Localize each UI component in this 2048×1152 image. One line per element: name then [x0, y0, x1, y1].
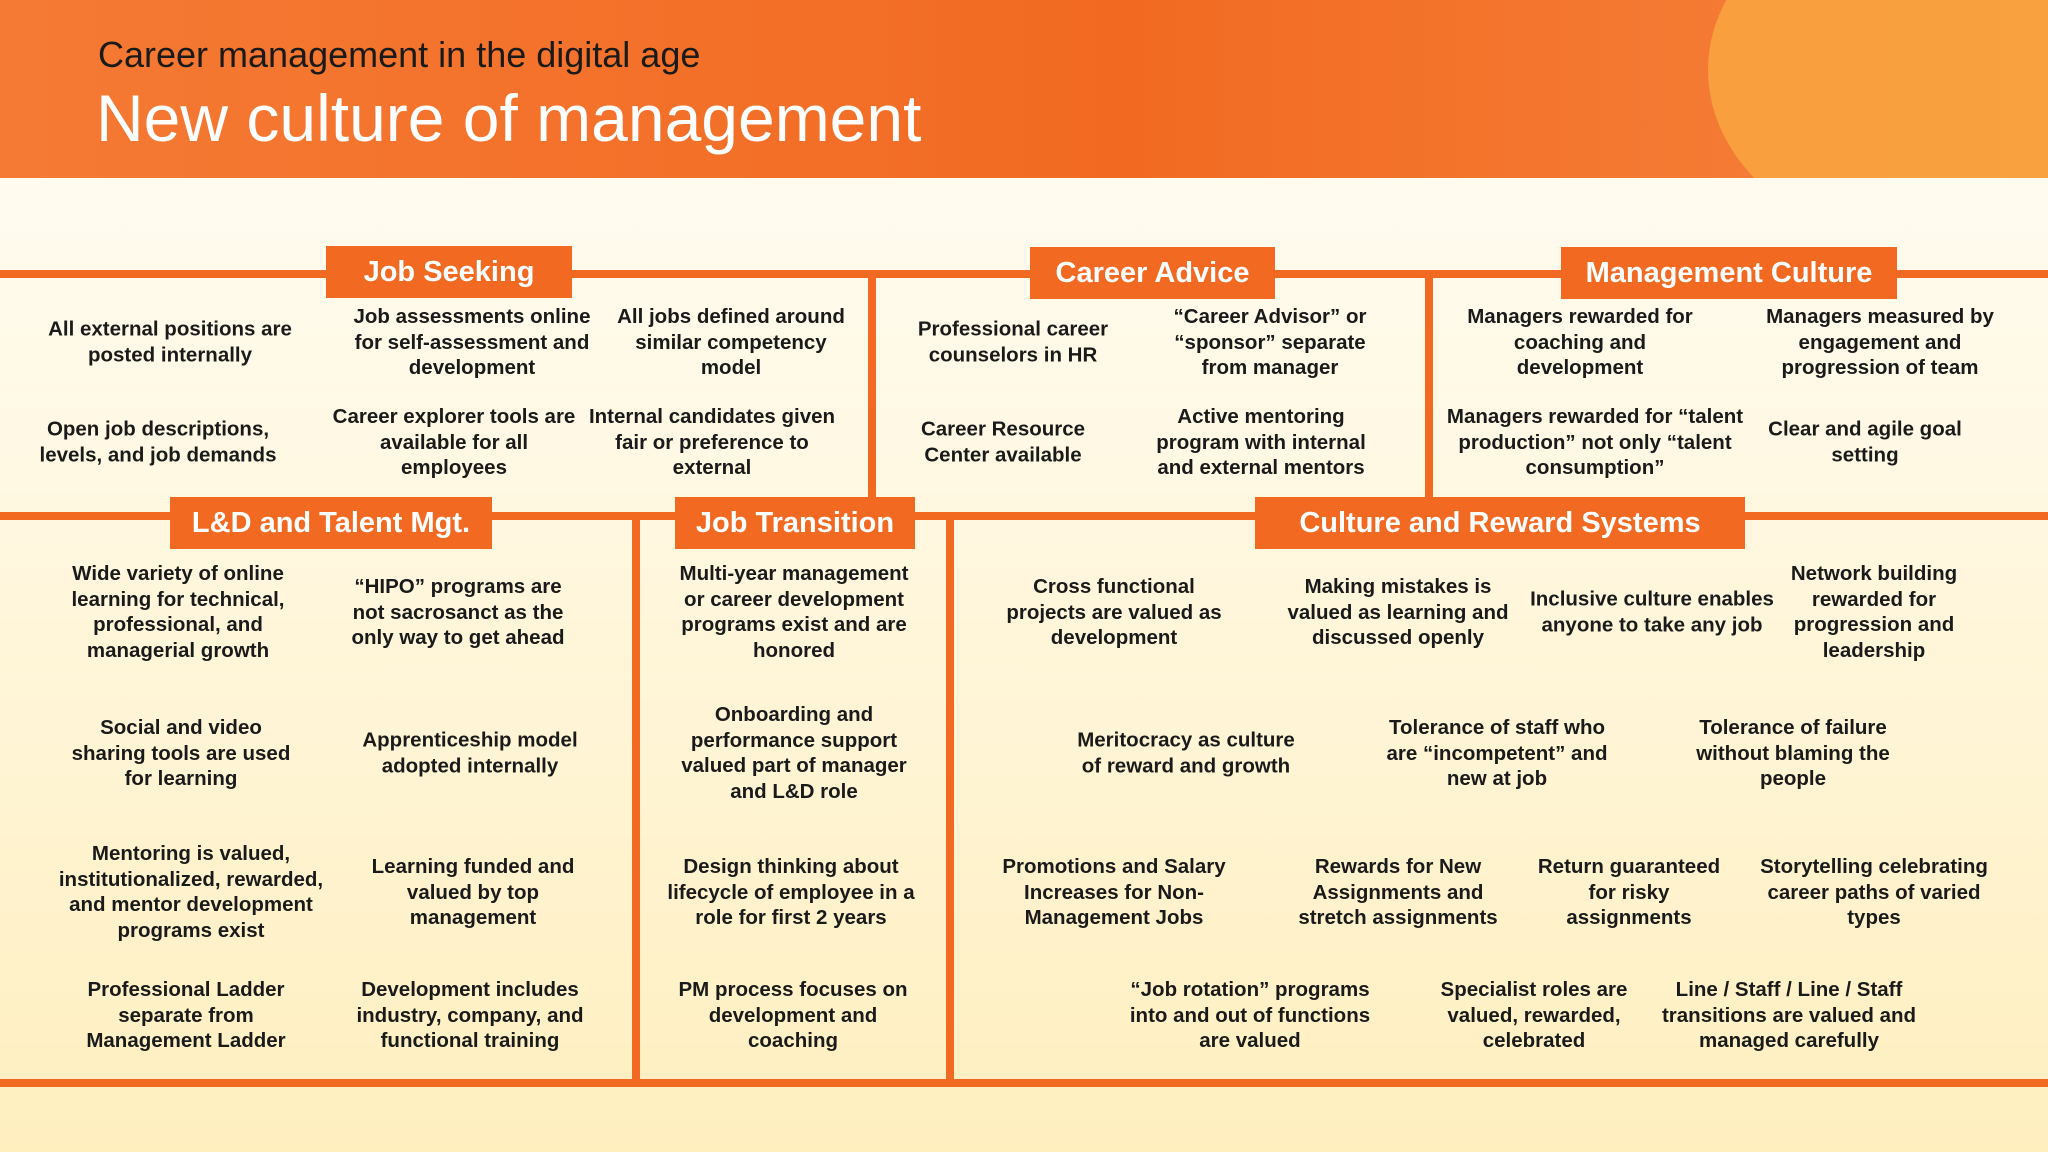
- ld-talent-item: “HIPO” programs are not sacrosanct as the only way to get ahead: [351, 574, 565, 649]
- culture-reward-item: Tolerance of staff who are “incompetent” and new at job: [1386, 715, 1608, 790]
- culture-reward-item: Inclusive culture enables anyone to take any job: [1530, 587, 1774, 636]
- ld-talent-item: Mentoring is valued, institutionalized, rewarded, and mentor development programs exist: [58, 842, 324, 942]
- career-advice-item: Professional career counselors in HR: [917, 317, 1109, 366]
- ld-talent-item: Apprenticeship model adopted internally: [362, 728, 578, 777]
- job-transition-item: Multi-year management or career development programs exist and are honored: [679, 562, 909, 662]
- divider-vertical-1: [868, 270, 876, 520]
- page-subtitle: Career management in the digital age: [98, 34, 701, 75]
- management-culture-item: Managers measured by engagement and progression of team: [1766, 304, 1994, 379]
- culture-reward-item: Line / Staff / Line / Staff transitions are valued and managed carefully: [1661, 977, 1917, 1052]
- section-title-job-seeking: Job Seeking: [326, 246, 572, 298]
- ld-talent-item: Learning funded and valued by top management: [371, 854, 575, 929]
- culture-reward-item: Cross functional projects are valued as development: [1006, 574, 1222, 649]
- section-title-job-transition: Job Transition: [675, 497, 915, 549]
- divider-bottom: [0, 1079, 2048, 1087]
- career-advice-item: Active mentoring program with internal and external mentors: [1156, 404, 1366, 479]
- ld-talent-item: Development includes industry, company, and functional training: [356, 977, 584, 1052]
- page-title: New culture of management: [96, 81, 922, 155]
- career-advice-item: “Career Advisor” or “sponsor” separate from manager: [1173, 304, 1367, 379]
- job-seeking-item: All external positions are posted internally: [48, 317, 292, 366]
- job-seeking-item: Internal candidates given fair or preference to external: [588, 404, 836, 479]
- ld-talent-item: Social and video sharing tools are used for learning: [71, 715, 291, 790]
- culture-reward-item: “Job rotation” programs into and out of functions are valued: [1129, 977, 1371, 1052]
- ld-talent-item: Wide variety of online learning for technical, professional, and managerial growth: [71, 562, 285, 662]
- culture-reward-item: Return guaranteed for risky assignments: [1537, 854, 1721, 929]
- header-banner: [0, 0, 2048, 178]
- job-seeking-item: All jobs defined around similar competency model: [617, 304, 845, 379]
- culture-reward-item: Tolerance of failure without blaming the people: [1696, 715, 1890, 790]
- management-culture-item: Managers rewarded for coaching and development: [1467, 304, 1693, 379]
- culture-reward-item: Promotions and Salary Increases for Non-Management Jobs: [1002, 854, 1226, 929]
- culture-reward-item: Storytelling celebrating career paths of varied types: [1760, 854, 1988, 929]
- job-transition-item: PM process focuses on development and coaching: [678, 977, 908, 1052]
- header-decoration: [1708, 0, 2048, 178]
- culture-reward-item: Making mistakes is valued as learning and discussed openly: [1287, 574, 1509, 649]
- career-advice-item: Career Resource Center available: [920, 417, 1086, 466]
- culture-reward-item: Network building rewarded for progression and leadership: [1790, 562, 1958, 662]
- divider-vertical-4: [946, 512, 954, 1087]
- management-culture-item: Clear and agile goal setting: [1768, 417, 1962, 466]
- divider-vertical-2: [1425, 270, 1433, 520]
- culture-reward-item: Meritocracy as culture of reward and growth: [1077, 728, 1295, 777]
- management-culture-item: Managers rewarded for “talent production” not only “talent consumption”: [1446, 404, 1744, 479]
- job-seeking-item: Career explorer tools are available for all employees: [332, 404, 576, 479]
- culture-reward-item: Rewards for New Assignments and stretch assignments: [1298, 854, 1498, 929]
- job-seeking-item: Job assessments online for self-assessment and development: [353, 304, 591, 379]
- job-transition-item: Onboarding and performance support valued part of manager and L&D role: [681, 703, 907, 803]
- section-title-culture-reward: Culture and Reward Systems: [1255, 497, 1745, 549]
- section-title-ld-talent: L&D and Talent Mgt.: [170, 497, 492, 549]
- divider-vertical-3: [632, 512, 640, 1087]
- section-title-management-culture: Management Culture: [1561, 247, 1897, 299]
- section-title-career-advice: Career Advice: [1030, 247, 1275, 299]
- job-seeking-item: Open job descriptions, levels, and job demands: [39, 417, 277, 466]
- job-transition-item: Design thinking about lifecycle of employee in a role for first 2 years: [667, 854, 915, 929]
- culture-reward-item: Specialist roles are valued, rewarded, celebrated: [1440, 977, 1628, 1052]
- ld-talent-item: Professional Ladder separate from Management Ladder: [86, 977, 286, 1052]
